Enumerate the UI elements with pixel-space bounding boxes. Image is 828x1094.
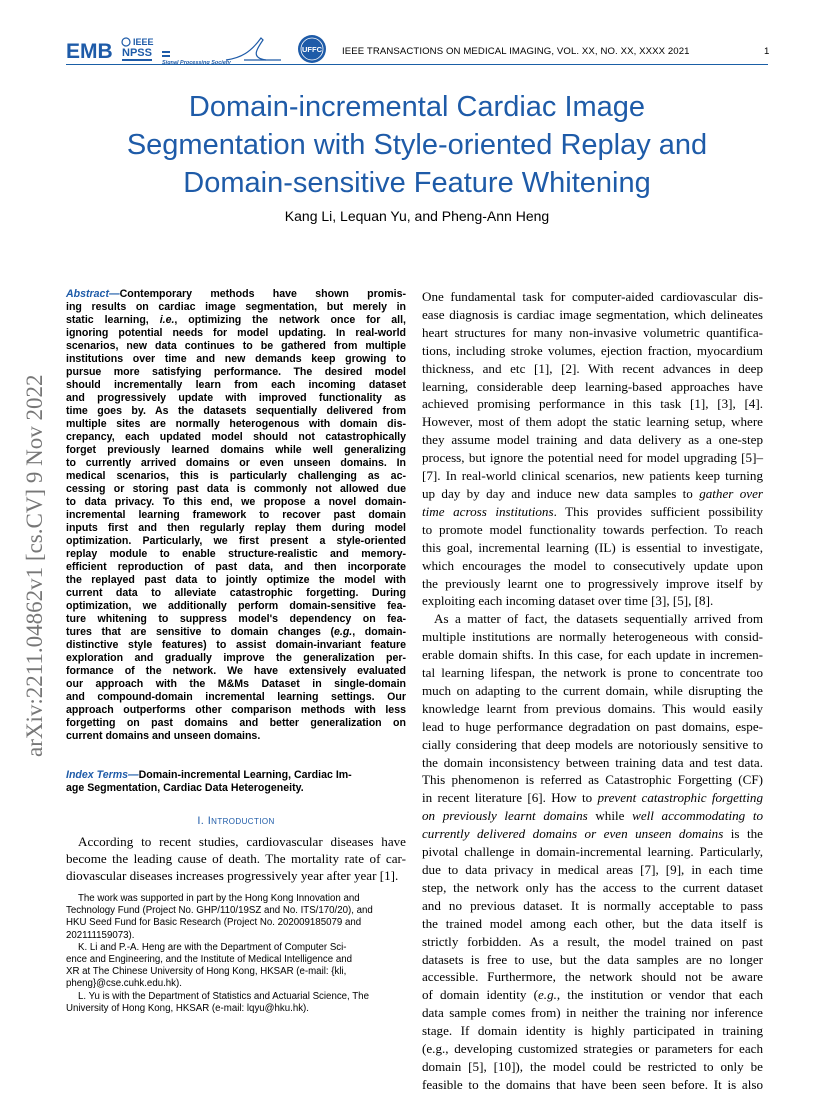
footnote-line: The work was supported in part by the Hong Kong Innovation and [78,893,360,904]
body-line: This phenomenon is referred as Catastrophic Forgetting (CF) [422,772,763,788]
footnote-line: University of Hong Kong, HKSAR (e-mail: lqyu@hku.hk). [66,1002,309,1014]
footnote-line: L. Yu is with the Department of Statistics and Actuarial Science, The [78,990,369,1002]
abstract-line: inputs first and then regularly replay them during model [66,522,406,534]
paper-title [66,88,768,202]
ieee-wave-logo [226,38,281,60]
italic-span: time across institutions [422,503,554,519]
body-line: tions, including stroke volumes, ejection fraction, myocardium [422,342,763,358]
body-line: due to data privacy in medical areas [7], [9], in each time [422,862,763,877]
body-line: pivotal challenge in domain-incremental learning. Particularly, [422,844,763,860]
body-line: which encourages the model to consecutively update upon [422,557,763,573]
body-line: on previously learnt domains while well accommodating to [422,808,764,824]
title-line: Domain-sensitive Feature Whitening [183,167,651,199]
body-line: achieved promising performance in this task [1], [3], [4]. [422,396,763,412]
abstract-line: multiple sites are normally heterogenous with domain dis- [66,418,406,430]
abstract-line: ignoring potential needs for model updating. In real-world [66,327,406,339]
abstract-line: medical scenarios, this is particularly challenging as ac- [66,470,406,482]
abstract-line: Abstract—Contemporary methods have shown promis- [66,288,406,300]
body-line: thickness, and etc [1], [2]. With recent advances in deep [422,360,763,376]
abstract-line: to currently arrived domains or even unseen domains. In [66,457,406,469]
body-line: they assume model training and data delivery as a one-step [422,432,763,448]
body-line: feasible to the domains that have been seen before. It is also [422,1076,763,1092]
body-line: domain [5], [10]), the model could be restricted to only be [422,1058,763,1074]
footnote-line: HKU Seed Fund for Basic Research (Project No. 202009185079 and [66,917,362,929]
abstract-line: distinctive style features) to assist domain-invariant feature [66,639,406,651]
body-line: heart structures for many non-invasive volumetric quantifica- [422,324,763,340]
index-terms-line: age Segmentation, Cardiac Data Heterogeneity. [66,782,304,794]
body-line: One fundamental task for computer-aided cardiovascular dis- [422,289,763,304]
italic-span: gather over [699,485,763,501]
abstract-label: Abstract— [66,288,120,300]
intro-left-paragraph [66,833,406,884]
body-line: in recent literature [6]. How to prevent catastrophic forgetting [422,790,763,806]
abstract-line: and progressively update with improved functionality as [66,392,406,404]
running-head: IEEE TRANSACTIONS ON MEDICAL IMAGING, VOL. XX, NO. XX, XXXX 2021 [342,46,690,57]
footnote-line: ence and Engineering, and the Institute of Medical Intelligence and [66,954,352,966]
body-line: (e.g., developing customized strategies or parameters for each [422,1041,763,1057]
body-line: accessible. Furthermore, the network should not be aware [422,969,763,985]
footnote-line: K. Li and P.-A. Heng are with the Department of Computer Sci- [78,941,347,953]
abstract-line: pursue more satisfying performance. The desired model [66,366,406,378]
body-line: learning, considerable deep learning-based approaches have [422,378,763,394]
body-line: the trained model among each other, but the data itself is [422,915,763,931]
abstract-line: exploration and gradually improve the generalization per- [66,652,406,664]
italic-span: currently delivered domains or even unseen domains [422,826,724,842]
abstract-line: to data privacy. To this end, we propose a novel domain- [66,496,406,508]
ieee-npss-logo [122,37,154,61]
body-line: ease diagnosis is cardiac image segmentation, which delineates [422,306,763,322]
footnote-line: 202111159073). [66,929,135,941]
npss-logo-text: NPSS [122,47,152,59]
body-line: data sample comes from) in neither the training nor inference [422,1005,763,1021]
intro-line: become the leading cause of death. The mortality rate of car- [66,851,406,866]
abstract-line: optimization. Particularly, we first present a style-oriented [66,535,406,547]
intro-line: diovascular diseases increases progressively year after year [1]. [66,868,399,883]
body-line: tal learning lifespan, the network is prone to concentrate too [422,665,763,681]
body-line: strictly forbidden. As a result, the model trained on past [422,933,763,949]
italic-span: e.g. [334,626,353,638]
body-line: the previously learnt one to progressively improve itself by [422,575,763,591]
abstract-line: tures that are sensitive to domain changes (e.g., domain- [66,626,406,638]
abstract-line: the replayed past data to jointly optimize the model with [66,574,406,586]
body-line: step, the network only has the access to the current dataset [422,879,763,895]
abstract [66,288,406,743]
body-line: [7]. In real-world clinical scenarios, new patients keep turning [422,468,763,484]
society-logos [66,34,328,66]
body-line: this goal, incremental learning (IL) is essential to investigate, [422,539,763,555]
body-line: time across institutions. This provides sufficient possibility [422,503,763,519]
body-line: stage. If domain identity is highly participated in training [422,1023,763,1039]
uffc-logo [298,35,326,63]
body-line: to promote model functionality towards perfection. To reach [422,521,763,537]
emb-logo-text: EMB [66,40,113,63]
abstract-line: incremental learning framework to recover past domain [66,509,406,521]
abstract-line: forget previously learned domains while well generalizing [66,444,406,456]
body-line: lead to huge performance degradation on past domains, espe- [422,718,763,734]
italic-span: well accommodating to [632,808,764,824]
footnotes [66,893,406,1015]
abstract-line: optimization, we additionally perform domain-sensitive fea- [66,600,406,612]
italic-span: on previously learnt domains [422,808,588,824]
intro-line: According to recent studies, cardiovascular diseases have [78,834,406,849]
abstract-line: static learning, i.e., optimizing the network once for all, [66,314,406,326]
footnote-line: XR at The Chinese University of Hong Kong, HKSAR (e-mail: {kli, [66,966,347,978]
footnote-line: pheng}@cse.cuhk.edu.hk). [66,978,182,990]
abstract-line: cessing or storing past data is commonly not allowed due [66,483,406,495]
italic-span: e.g. [537,987,557,1003]
abstract-line: current data to alleviate catastrophic forgetting. During [66,587,406,599]
page-number: 1 [764,46,770,57]
abstract-line: should incrementally learn from each incoming dataset [66,379,406,391]
section-heading-introduction [66,815,406,827]
title-line: Segmentation with Style-oriented Replay and [126,129,708,161]
italic-span: prevent catastrophic forgetting [597,790,763,806]
uffc-logo-text: UFFC [302,45,322,54]
abstract-line: replay module to enable structure-realistic and memory- [66,548,406,560]
body-line: up day by day and induce new data samples to gather over [422,485,763,501]
italic-span: i.e. [159,314,175,326]
body-line: of domain identity (e.g., the institution or vendor that each [422,987,764,1003]
ieee-logo-text: IEEE [133,37,154,47]
body-line: datasets is free to use, but the data samples are no longer [422,951,763,967]
index-terms-label: Index Terms— [66,769,139,781]
author-list: Kang Li, Lequan Yu, and Pheng-Ann Heng [284,208,550,224]
abstract-line: time goes by. As the datasets sequentially delivered from [66,405,406,417]
abstract-line: our approach with the M&Ms Dataset in single-domain [66,678,406,690]
body-line: much on adapting to the current domain, while disrupting the [422,682,763,698]
body-line: cially considering that deep models are notoriously sensitive to [422,736,763,752]
body-line: As a matter of fact, the datasets sequentially arrived from [434,611,763,627]
section-heading-text: I. Introduction [197,815,275,827]
body-line: exploiting each incoming dataset over time [3], [5], [8]. [422,593,714,609]
body-line: erable domain shifts. In this case, for each update in incremen- [422,647,763,663]
body-line: currently delivered domains or even unseen domains is the [422,826,763,842]
body-line: the domain inconsistency between training data and test data. [422,754,763,770]
abstract-line: current domains and unseen domains. [66,730,261,742]
abstract-line: approach outperforms other comparison methods with less [66,704,406,716]
index-terms [66,769,406,795]
abstract-line: efficient reproduction of past data, and then incorporate [66,561,406,573]
abstract-line: ture whitening to suppress model's dependency on fea- [66,613,406,625]
abstract-line: and compound-domain incremental learning settings. Our [66,691,406,703]
arxiv-stamp: arXiv:2211.04862v1 [cs.CV] 9 Nov 2022 [22,374,47,757]
title-line: Domain-incremental Cardiac Image [188,91,646,123]
abstract-line: institutions over time and new demands keep growing to [66,353,406,365]
footnote-line: Technology Fund (Project No. GHP/110/19SZ and No. ITS/170/20), and [66,905,373,917]
emb-logo [66,40,113,63]
abstract-line: forgetting on past domains and better generalization on [66,717,406,729]
sps-logo-text: Signal Processing Society [162,60,231,66]
body-line: process, but ignore the potential need for model upgrading [5]– [422,450,763,466]
body-line: However, most of them adopt the static learning setup, where [422,414,763,430]
abstract-line: scenarios, new data continues to be gathered from multiple [66,340,406,352]
body-line: knowledge learnt from previous domains. This would easily [422,700,763,716]
right-column-text [422,288,763,1094]
index-terms-line: Index Terms—Domain-incremental Learning, Cardiac Im- [66,769,352,781]
header-rule [66,64,768,65]
body-line: multiple institutions are normally heterogeneous with consid- [422,629,763,645]
abstract-line: ing results on cardiac image segmentation, but merely in [66,301,406,313]
body-line: and no previous dataset. It is normally acceptable to pass [422,897,763,913]
abstract-line: crepancy, each updated model should not catastrophically [66,431,406,443]
abstract-line: formance of the network. We have extensively evaluated [66,665,406,677]
